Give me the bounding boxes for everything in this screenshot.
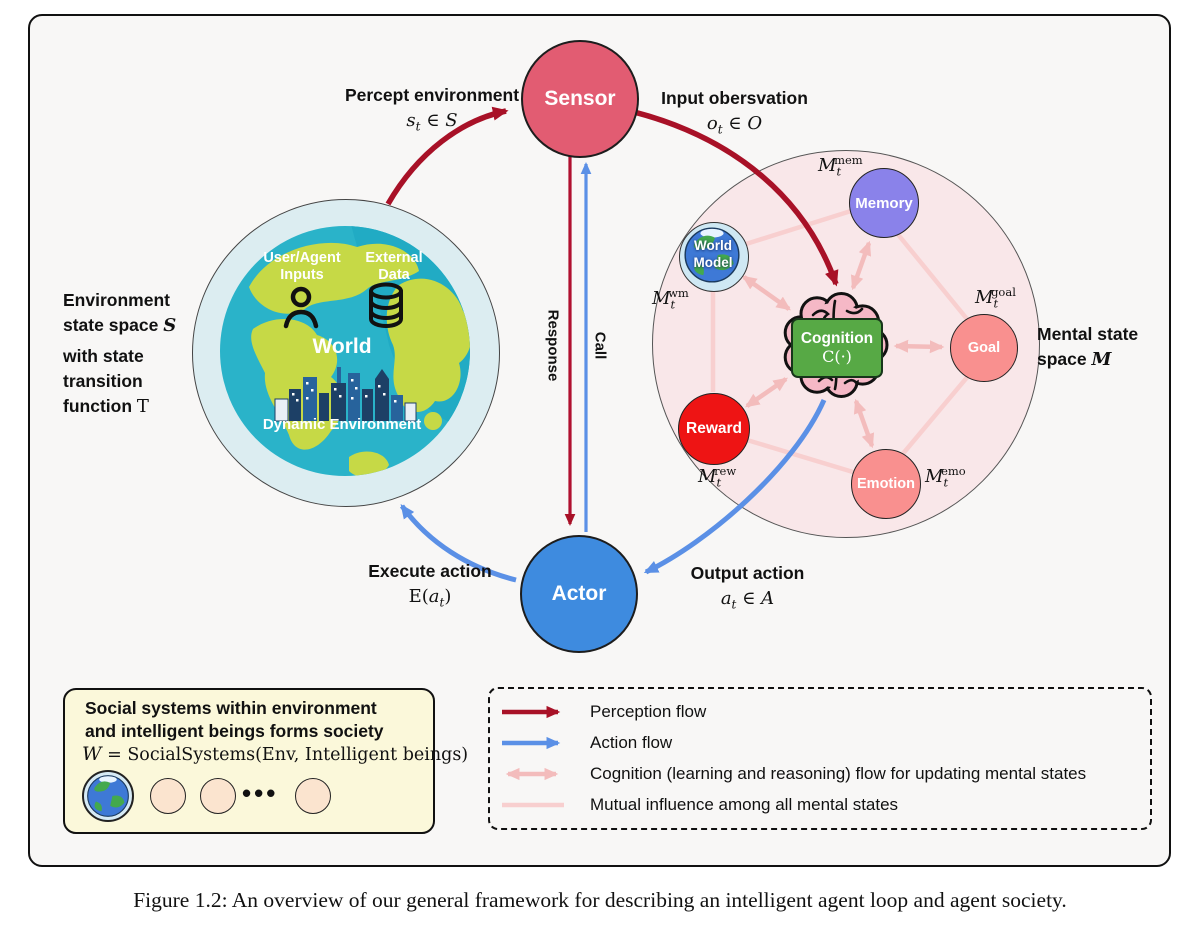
execute-math: $E(a_t)$ [408,586,452,610]
legend-item-action: Action flow [498,730,1150,756]
society-globe [82,770,134,822]
mutual-influence-line-sample [498,797,576,813]
input-math: $o_t$ ∈ O [706,113,763,137]
response-label: Response [544,309,562,382]
cognition-flow-arrow-sample [498,766,576,782]
legend-item-cognition: Cognition (learning and reasoning) flow for updating mental states [498,761,1150,787]
cognition-label: Cognition [800,329,874,347]
mental-space-description: Mental state space M [1037,324,1139,370]
world-external-data-label: External Data [365,250,423,284]
memory-node: Memory [849,168,919,238]
emotion-math-label: $M_t^{emo}$ [925,464,966,490]
goal-node: Goal [950,314,1018,382]
actor-node: Actor [520,535,638,653]
sensor-node: Sensor [521,40,639,158]
call-label: Call [591,331,609,360]
agent-circle [200,778,236,814]
memory-math-label: $M_t^{mem}$ [818,153,863,179]
cognition-node [791,318,883,378]
world-user-inputs-label: User/Agent Inputs [263,250,341,284]
legend-item-mutual: Mutual influence among all mental states [498,792,1150,818]
environment-description: Environment state space S with state transition function T [63,290,177,417]
output-action-label: Output action [690,563,805,583]
percept-environment-label: Percept environment [344,85,520,105]
world-model-label: World Model [693,238,733,270]
world-title: World [312,335,372,358]
action-flow-arrow-sample [498,735,576,751]
ellipsis-dots: ••• [242,778,279,808]
execute-action-label: Execute action [368,561,492,581]
globe-icon [86,774,130,818]
social-box-formula: W = SocialSystems(Env, Intelligent beings) [82,743,469,765]
percept-math: $s_t$ ∈ S [406,110,458,134]
cognition-function: C(·) [822,346,852,366]
reward-math-label: $M_t^{rew}$ [698,464,737,490]
figure-caption: Figure 1.2: An overview of our general framework for describing an intelligent agent loop and agent society. [133,888,1067,912]
input-observation-label: Input obersvation [661,88,808,108]
social-box-title: Social systems within environment and intelligent beings forms society [85,698,384,742]
legend-box [488,687,1152,830]
legend-item-perception: Perception flow [498,699,1150,725]
emotion-node: Emotion [851,449,921,519]
goal-math-label: $M_t^{goal}$ [975,285,1016,311]
world-model-math-label: $M_t^{wm}$ [652,286,689,312]
perception-flow-arrow-sample [498,704,576,720]
reward-node: Reward [678,393,750,465]
output-math: $a_t$ ∈ A [720,588,775,612]
world-dynamic-environment-label: Dynamic Environment [262,416,422,433]
agent-circle [295,778,331,814]
agent-circle [150,778,186,814]
